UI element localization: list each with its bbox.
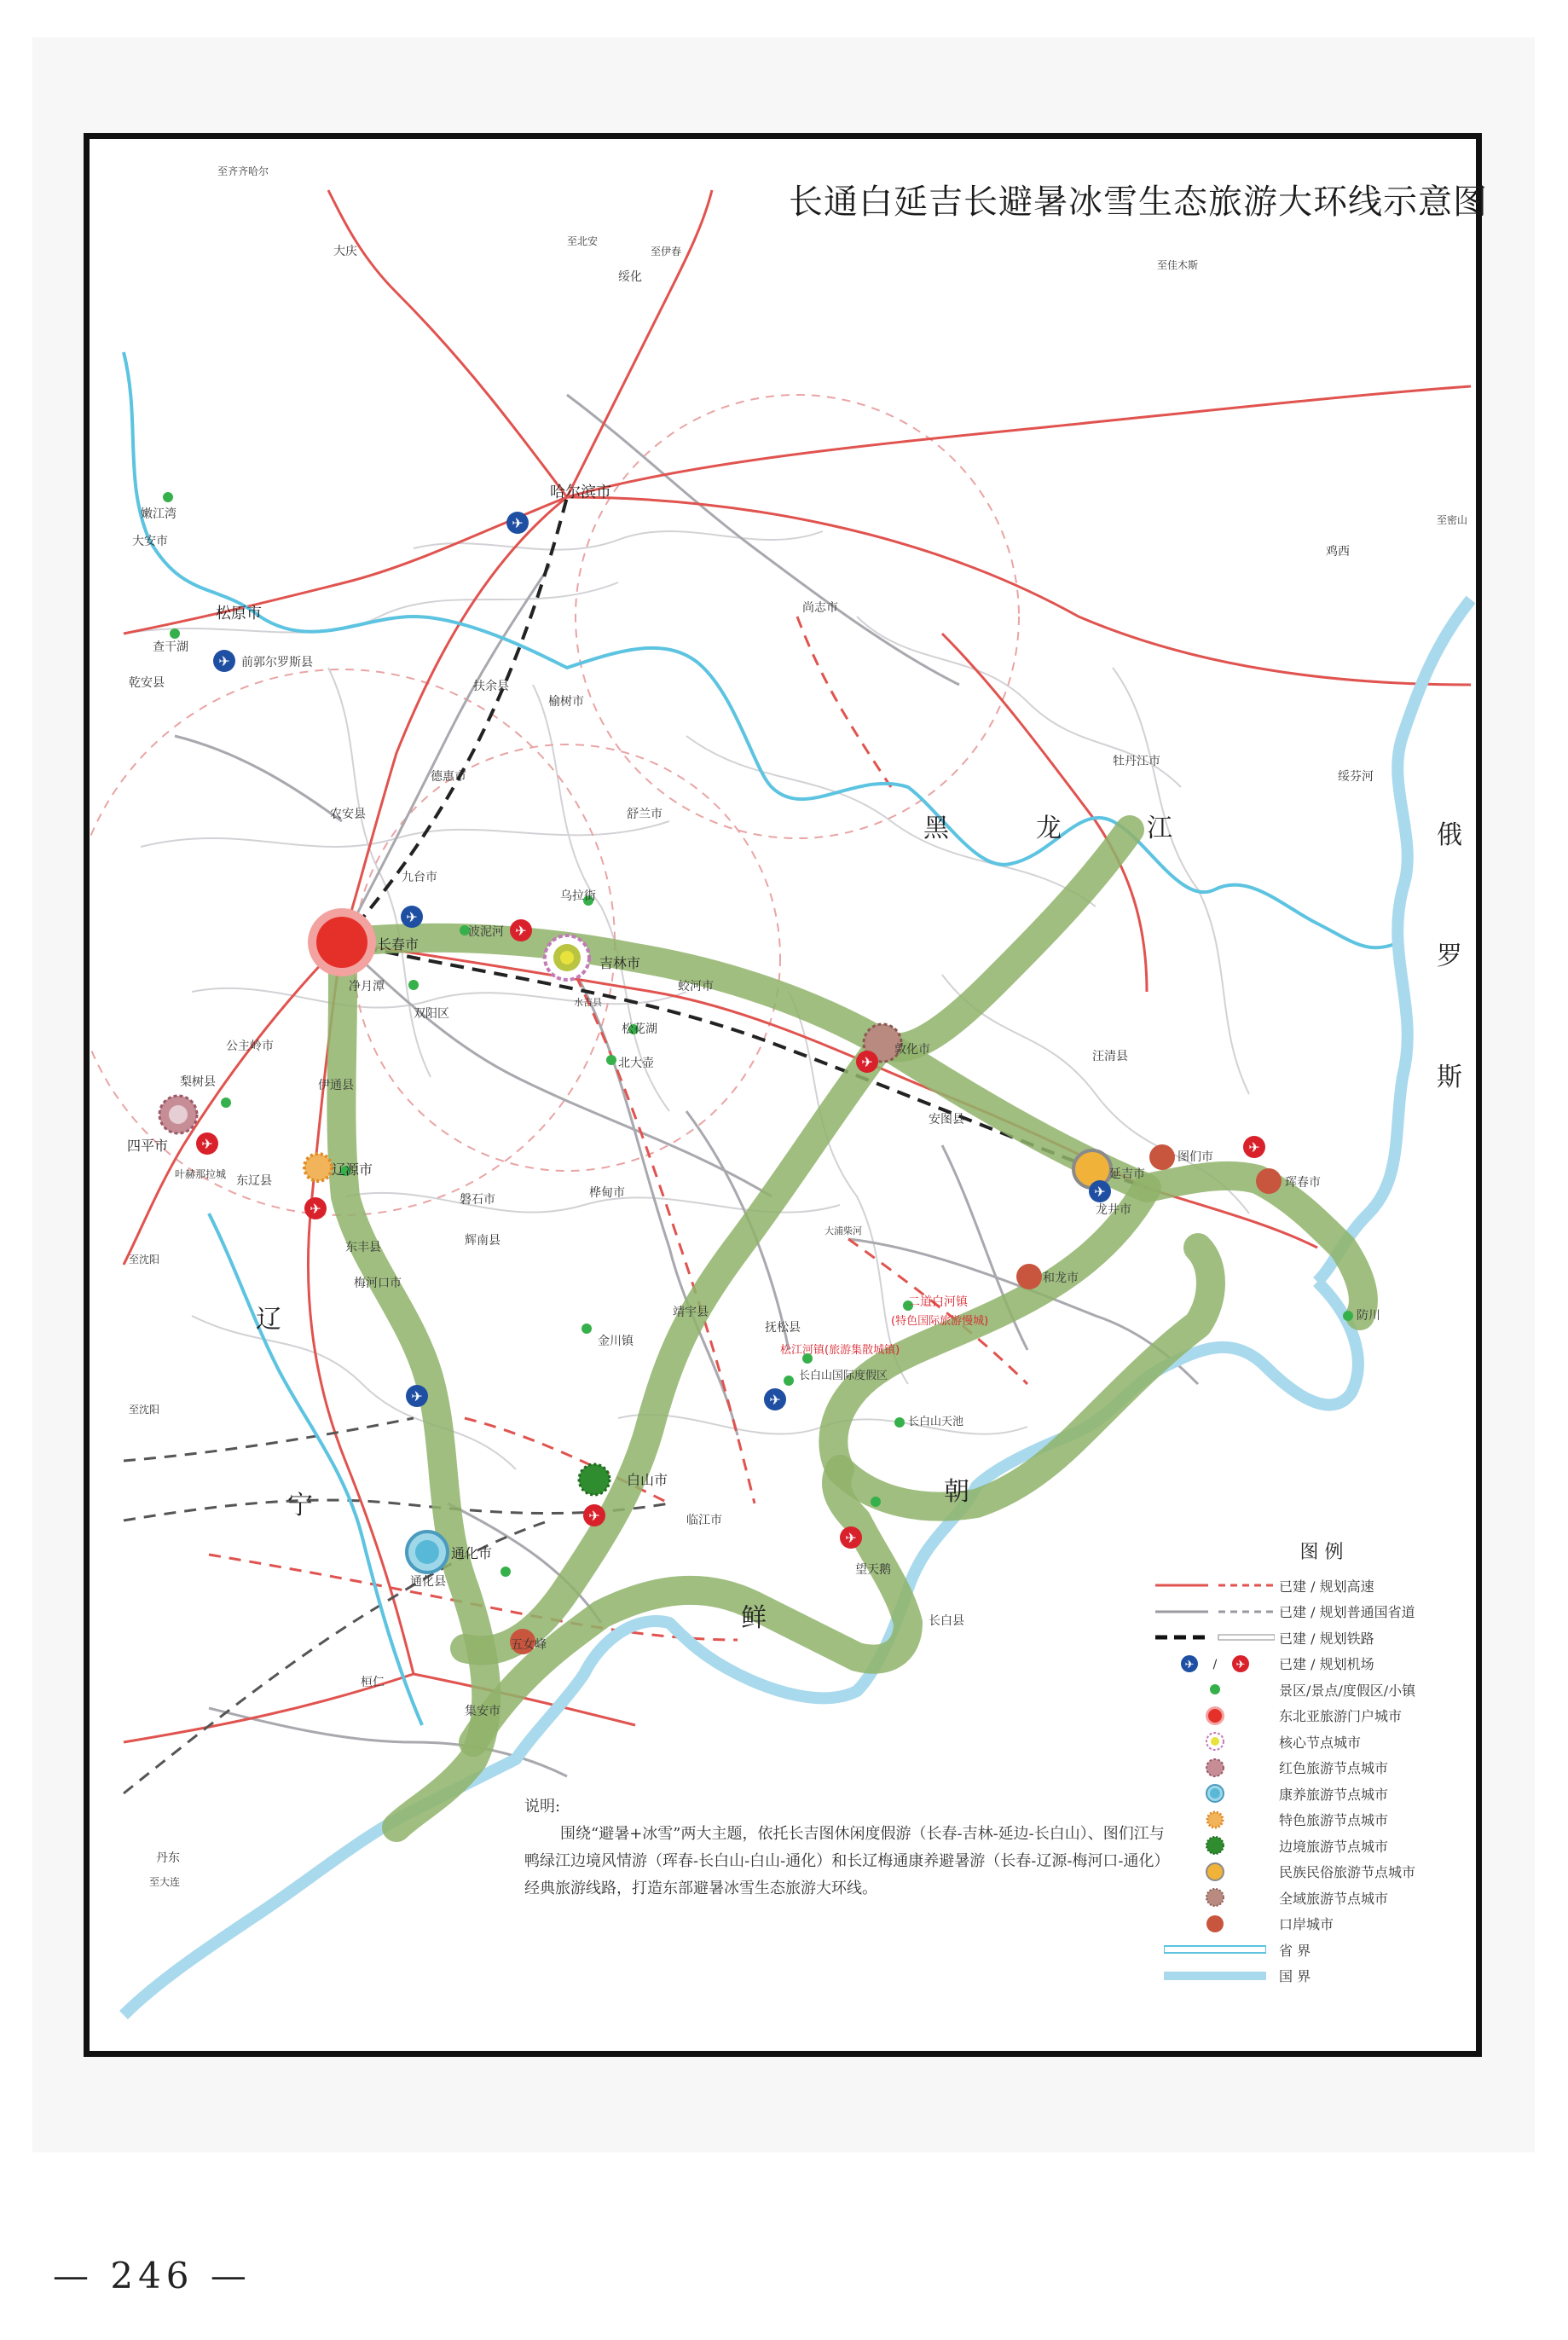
place-label: 桦甸市 (589, 1186, 625, 1200)
legend-item (1151, 1781, 1458, 1807)
note-block (524, 1793, 1172, 1903)
place-label: 九台市 (402, 871, 437, 884)
legend-label: 边境旅游节点城市 (1279, 1838, 1389, 1855)
airport-icon (506, 512, 529, 534)
legend-item (1151, 1599, 1458, 1625)
direction-label: 至北安 (567, 235, 599, 247)
place-label: 桓仁 (361, 1676, 385, 1689)
place-label: 五女峰 (511, 1638, 547, 1652)
feature-city-icon (1151, 1811, 1279, 1828)
svg-text:✈: ✈ (1184, 1658, 1195, 1671)
direction-label: 至齐齐哈尔 (217, 165, 269, 177)
place-label: 双阳区 (414, 1007, 449, 1021)
national-road-line-icon (1151, 1603, 1279, 1620)
place-label: 通化市 (451, 1545, 493, 1561)
legend-item (1151, 1885, 1458, 1911)
place-label: 长白山天池 (908, 1416, 964, 1428)
hunchun-port-city-icon (1256, 1168, 1282, 1194)
svg-text:✈: ✈ (1248, 1139, 1260, 1156)
place-label: 净月潭 (349, 980, 385, 993)
airport-icon (213, 650, 235, 672)
baishan-border-city-icon (579, 1464, 610, 1495)
note-heading: 说明: (524, 1798, 561, 1816)
legend-label: 口岸城市 (1279, 1916, 1334, 1933)
region-label: 宁 (287, 1491, 313, 1520)
legend-item (1151, 1859, 1458, 1885)
place-label: 舒兰市 (627, 808, 662, 821)
scenic-dot (163, 492, 173, 502)
airport-icon (196, 1132, 218, 1155)
place-label: 榆树市 (548, 695, 584, 709)
legend-item (1151, 1911, 1458, 1937)
legend-label: 民族民俗旅游节点城市 (1279, 1864, 1416, 1881)
place-label: 大安市 (132, 535, 168, 548)
legend-item (1151, 1755, 1458, 1781)
region-label: 罗 (1437, 941, 1462, 971)
svg-text:✈: ✈ (406, 909, 418, 925)
changchun-gateway-city-icon (308, 908, 376, 976)
legend-label: 省 界 (1279, 1942, 1311, 1959)
national-border-icon (1151, 1967, 1279, 1984)
legend-label: 国 界 (1279, 1968, 1311, 1985)
airport-icon (406, 1385, 428, 1407)
place-label: 通化县 (410, 1575, 446, 1589)
legend-label: 东北亚旅游门户城市 (1279, 1708, 1403, 1725)
tumen-port-city-icon (1149, 1144, 1175, 1170)
legend-item (1151, 1833, 1458, 1859)
airport-icon (856, 1051, 878, 1073)
scenic-dot (894, 1417, 905, 1428)
place-label: 梨树县 (180, 1075, 216, 1089)
direction-label: 至佳木斯 (1157, 259, 1199, 271)
svg-text:✈: ✈ (201, 1136, 213, 1152)
place-label: 查干湖 (153, 640, 188, 654)
legend-label: 已建 / 规划高速 (1279, 1578, 1374, 1595)
region-label: 朝 (944, 1477, 969, 1507)
all-area-city-icon (1151, 1889, 1279, 1906)
place-label: 大庆 (333, 245, 357, 258)
red-tourism-city-icon (1151, 1759, 1279, 1776)
place-label: 和龙市 (1043, 1271, 1079, 1285)
legend-item (1151, 1807, 1458, 1833)
region-label: 龙 (1036, 814, 1062, 843)
place-label: 长春市 (378, 936, 419, 953)
ethnic-city-icon (1151, 1863, 1279, 1880)
airport-icon (583, 1504, 605, 1526)
scenic-dot (871, 1497, 881, 1507)
place-label: 波泥河 (468, 925, 504, 939)
place-label: 临江市 (686, 1514, 722, 1527)
scenic-dot (581, 1323, 592, 1334)
place-label: 乌拉街 (560, 889, 596, 903)
place-label: 松花湖 (622, 1022, 657, 1036)
svg-text:✈: ✈ (512, 515, 524, 531)
place-label: 四平市 (127, 1138, 169, 1154)
svg-text:✈: ✈ (861, 1054, 873, 1070)
svg-text:✈: ✈ (515, 923, 527, 939)
place-label: 延吉市 (1109, 1167, 1145, 1181)
place-label: 嫩江湾 (141, 507, 176, 521)
place-label: 图们市 (1177, 1150, 1213, 1164)
place-label: 磐石市 (460, 1193, 495, 1207)
svg-text:✈: ✈ (1094, 1184, 1106, 1200)
airport-icon (1243, 1136, 1265, 1158)
direction-label: 至沈阳 (129, 1254, 160, 1266)
airport-icon (764, 1388, 786, 1410)
place-label: 伊通县 (318, 1079, 354, 1092)
region-label: 江 (1147, 814, 1172, 843)
region-label: 黑 (923, 814, 949, 843)
scenic-dot (606, 1055, 616, 1065)
place-label: 珲春市 (1285, 1176, 1321, 1190)
svg-text:✈: ✈ (1235, 1658, 1246, 1671)
siping-red-tourism-city-icon (159, 1096, 197, 1133)
legend-item (1151, 1729, 1458, 1755)
legend-item (1151, 1963, 1458, 1990)
place-label: 二道白河镇 (908, 1295, 968, 1309)
region-label: 鲜 (741, 1603, 767, 1633)
legend-item (1151, 1573, 1458, 1599)
expressway-line-icon (1151, 1577, 1279, 1594)
direction-label: 至伊春 (651, 246, 682, 258)
place-label: 水吉县 (574, 997, 602, 1008)
place-label: 乾安县 (129, 676, 165, 690)
legend-label: 已建 / 规划普通国省道 (1279, 1604, 1415, 1621)
map-title: 长通白延吉长避暑冰雪生态旅游大环线示意图 (789, 182, 1488, 222)
place-label: 辽源市 (332, 1161, 373, 1178)
place-label: 牡丹江市 (1113, 755, 1160, 768)
direction-label: 至沈阳 (129, 1404, 160, 1416)
region-label: 斯 (1437, 1063, 1462, 1092)
helong-port-city-icon (1016, 1264, 1042, 1289)
legend-item (1151, 1651, 1458, 1677)
airport-icon (1151, 1655, 1279, 1672)
place-label: 金川镇 (598, 1335, 634, 1348)
place-label: 东丰县 (345, 1241, 381, 1254)
place-label: 蛟河市 (678, 980, 714, 993)
svg-text:✈: ✈ (769, 1392, 781, 1408)
place-label: 北大壶 (618, 1057, 654, 1070)
legend-label: 红色旅游节点城市 (1279, 1760, 1389, 1777)
legend-label: 核心节点城市 (1279, 1734, 1362, 1751)
legend-item (1151, 1677, 1458, 1703)
airport-icon (401, 906, 423, 928)
region-label: 辽 (256, 1305, 281, 1335)
tonghua-wellness-city-icon (407, 1532, 448, 1573)
place-label: 德惠市 (431, 770, 466, 784)
scenic-dot (500, 1567, 511, 1577)
place-label: 前郭尔罗斯县 (241, 656, 313, 669)
legend-label: 全域旅游节点城市 (1279, 1890, 1389, 1907)
legend-item (1151, 1703, 1458, 1729)
place-label: 望天鹅 (855, 1563, 891, 1577)
place-label: 抚松县 (765, 1321, 801, 1335)
place-label: 农安县 (330, 808, 366, 821)
place-label: 松原市 (216, 605, 262, 623)
direction-label: 至大连 (149, 1876, 181, 1888)
place-label: (特色国际旅游慢城) (891, 1315, 989, 1328)
scenic-dot-icon (1151, 1681, 1279, 1698)
place-label: 公主岭市 (226, 1040, 274, 1053)
place-label: 扶余县 (473, 680, 509, 693)
place-label: 梅河口市 (354, 1277, 402, 1290)
place-label: 集安市 (465, 1705, 500, 1718)
legend-label: 特色旅游节点城市 (1279, 1812, 1389, 1829)
svg-text:✈: ✈ (310, 1201, 321, 1217)
railway-line-icon (1151, 1629, 1279, 1646)
province-border-icon (1151, 1941, 1279, 1958)
place-label: 哈尔滨市 (550, 484, 611, 501)
legend-title: 图 例 (1299, 1542, 1344, 1563)
scenic-dot (170, 628, 180, 639)
place-label: 汪清县 (1092, 1050, 1128, 1063)
legend-item (1151, 1625, 1458, 1651)
legend-label: 景区/景点/度假区/小镇 (1279, 1682, 1416, 1699)
legend-label: 已建 / 规划铁路 (1279, 1630, 1374, 1647)
airport-icon (510, 919, 532, 941)
place-label: 长白县 (929, 1614, 964, 1628)
airport-icon (304, 1197, 327, 1219)
core-node-city-icon (1151, 1733, 1279, 1750)
place-label: 防川 (1357, 1309, 1380, 1323)
place-label: 绥化 (618, 270, 642, 284)
gateway-city-icon (1151, 1707, 1279, 1724)
place-label: 鸡西 (1326, 545, 1350, 559)
place-label: 长白山国际度假区 (799, 1370, 888, 1382)
place-label: 尚志市 (802, 601, 838, 615)
place-label: 敦化市 (894, 1043, 930, 1057)
airport-icon (840, 1526, 862, 1549)
jilin-core-node-city-icon (545, 935, 589, 980)
place-label: 大浦柴河 (825, 1225, 862, 1237)
svg-text:✈: ✈ (411, 1388, 423, 1405)
place-label: 龙井市 (1096, 1203, 1131, 1217)
svg-text:/: / (1212, 1657, 1218, 1671)
scenic-dot (1343, 1311, 1353, 1321)
scenic-dot (408, 980, 419, 990)
port-city-icon (1151, 1915, 1279, 1932)
legend-item (1151, 1937, 1458, 1963)
scenic-dot (221, 1098, 231, 1108)
svg-text:✈: ✈ (218, 653, 230, 669)
svg-text:✈: ✈ (588, 1508, 600, 1524)
airport-icon (1089, 1180, 1111, 1202)
page-number: — 246 — (53, 2255, 252, 2297)
region-label: 俄 (1437, 820, 1462, 850)
place-label: 白山市 (627, 1472, 668, 1488)
wellness-city-icon (1151, 1785, 1279, 1802)
place-label: 吉林市 (599, 955, 641, 971)
border-city-icon (1151, 1837, 1279, 1854)
scenic-dot (784, 1376, 794, 1386)
svg-text:✈: ✈ (845, 1530, 857, 1546)
place-label: 绥芬河 (1338, 770, 1374, 784)
legend-label: 已建 / 规划机场 (1279, 1656, 1374, 1673)
place-label: 丹东 (156, 1851, 180, 1865)
place-label: 东辽县 (236, 1174, 272, 1188)
map-frame (84, 133, 1488, 2057)
legend (1151, 1538, 1458, 1989)
place-label: 辉南县 (465, 1234, 500, 1248)
legend-label: 康养旅游节点城市 (1279, 1786, 1389, 1803)
note-body: 围绕“避暑+冰雪”两大主题，依托长吉图休闲度假游（长春-吉林-延边-长白山）、图们江与鸭绿江边境风情游（珲春-长白山-白山-通化）和长辽梅通康养避暑游（长春-辽源-梅河口-通化）经典旅游线路，打造东部避暑冰雪生态旅游大环线。 (524, 1825, 1170, 1897)
place-label: 松江河镇(旅游集散城镇) (780, 1344, 900, 1357)
liaoyuan-feature-city-icon (304, 1154, 332, 1181)
direction-label: 至密山 (1437, 514, 1468, 526)
place-label: 叶赫那拉城 (175, 1168, 227, 1180)
place-label: 靖宇县 (673, 1306, 709, 1319)
place-label: 安图县 (929, 1113, 964, 1127)
